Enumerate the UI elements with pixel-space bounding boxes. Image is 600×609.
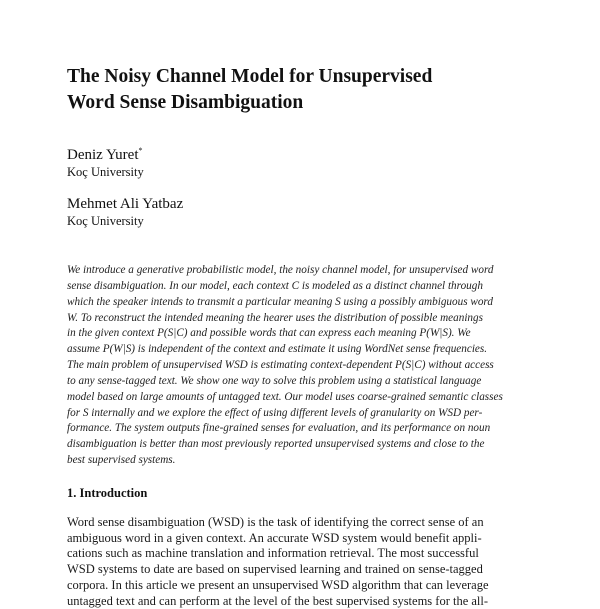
paper-title — [67, 64, 547, 116]
abstract-line: formance. The system outputs fine-grained senses for evaluation, and its performance on noun — [67, 422, 491, 435]
body-line: WSD systems to date are based on supervised learning and trained on sense-tagged — [67, 562, 483, 577]
abstract-line: to any sense-tagged text. We show one way to solve this problem using a statistical language — [67, 374, 482, 387]
title-line: The Noisy Channel Model for Unsupervised — [67, 66, 433, 87]
section-body — [67, 515, 545, 609]
abstract-line: disambiguation is better than most previously reported unsupervised systems and close to the — [67, 438, 485, 451]
title-line: Word Sense Disambiguation — [67, 92, 304, 113]
abstract-line: assume P(W|S) is independent of the context and estimate it using WordNet sense frequencies. — [67, 343, 488, 356]
abstract-line: We introduce a generative probabilistic model, the noisy channel model, for unsupervised word — [67, 264, 494, 276]
abstract-line: in the given context P(S|C) and possible words that can express each meaning P(W|S). We — [67, 327, 471, 340]
author-affiliation: Koç University — [67, 165, 144, 179]
author-block — [67, 146, 144, 180]
section-heading: 1. Introduction — [67, 486, 148, 500]
abstract-line: The main problem of unsupervised WSD is estimating context-dependent P(S|C) without access — [67, 359, 494, 372]
body-line: cations such as machine translation and information retrieval. The most successful — [67, 546, 479, 561]
abstract — [67, 263, 542, 469]
abstract-line: best supervised systems. — [67, 454, 176, 467]
abstract-line: sense disambiguation. In our model, each context C is modeled as a distinct channel through — [67, 279, 483, 292]
body-line: untagged text and can perform at the level of the best supervised systems for the all- — [67, 593, 489, 608]
body-line: corpora. In this article we present an unsupervised WSD algorithm that can leverage — [67, 577, 489, 592]
author-name: Deniz Yuret* — [67, 146, 143, 163]
author-footnote-mark: * — [138, 146, 143, 155]
author-affiliation: Koç University — [67, 214, 144, 228]
abstract-line: which the speaker intends to transmit a particular meaning S using a possibly ambiguous word — [67, 295, 493, 308]
abstract-line: for S internally and we explore the effect of using different levels of granularity on WSD per- — [67, 406, 483, 419]
abstract-line: W. To reconstruct the intended meaning the hearer uses the distribution of possible meanings — [67, 311, 483, 324]
body-line: ambiguous word in a given context. An accurate WSD system would benefit appli- — [67, 530, 482, 545]
body-line: Word sense disambiguation (WSD) is the task of identifying the correct sense of an — [67, 515, 484, 529]
author-block — [67, 195, 183, 229]
author-name: Mehmet Ali Yatbaz — [67, 196, 184, 212]
abstract-line: model based on large amounts of untagged text. Our model uses coarse-grained semantic classes — [67, 390, 503, 403]
